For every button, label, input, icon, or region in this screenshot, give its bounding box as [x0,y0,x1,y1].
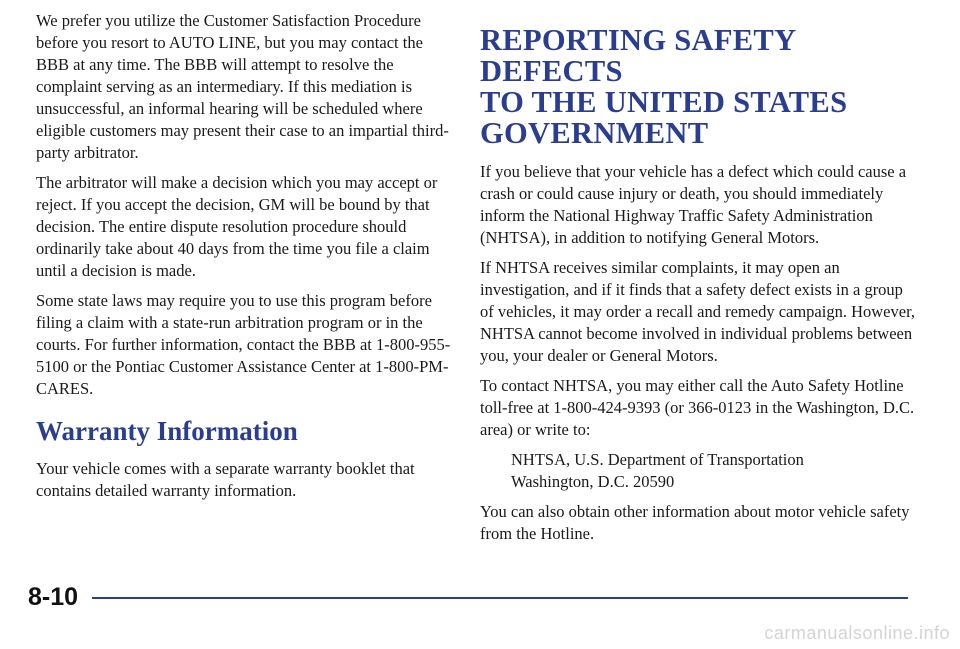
paragraph-believe-defect: If you believe that your vehicle has a defect which could cause a crash or could cause injury or death, you should immediately inform the National Highway Traffic Safety Administration (NHTSA), in addition to notifying General Motors. [480,162,907,247]
page-footer [28,582,908,612]
paragraph-hotline: You can also obtain other information about motor vehicle safety from the Hotline. [480,502,910,543]
address-line-1: NHTSA, U.S. Department of Transportation [511,450,804,469]
left-column [36,0,460,510]
paragraph-warranty: Your vehicle comes with a separate warranty booklet that contains detailed warranty information. [36,459,415,500]
right-column [480,0,920,553]
page-number: 8-10 [28,583,79,611]
paragraph-similar-complaints: If NHTSA receives similar complaints, it may open an investigation, and if it finds that a safety defect exists in a group of vehicles, it may order a recall and remedy campaign. However, NHTSA cannot become involved in individual problems between you, your dealer or General Motors. [480,258,916,365]
watermark: carmanualsonline.info [764,623,950,643]
footer-rule [92,597,908,599]
heading-line-2: TO THE UNITED STATES [480,85,848,119]
warranty-heading: Warranty Information [36,416,298,446]
heading-line-1: REPORTING SAFETY DEFECTS [480,23,796,88]
address-line-2: Washington, D.C. 20590 [511,472,675,491]
heading-line-3: GOVERNMENT [480,116,709,150]
nhtsa-address [480,449,920,493]
paragraph-customer-satisfaction: We prefer you utilize the Customer Satisfaction Procedure before you resort to AUTO LINE, but you may contact the BBB at any time. The BBB will attempt to resolve the complaint serving as an intermediary. If this mediation is unsuccessful, an informal hearing will be scheduled where eligible customers may present their case to an impartial third-party arbitrator. [36,11,449,162]
paragraph-contact-nhtsa: To contact NHTSA, you may either call the Auto Safety Hotline toll-free at 1-800-424-9393 (or 366-0123 in the Washington, D.C. area) or write to: [480,376,915,439]
reporting-safety-defects-heading [480,25,920,149]
paragraph-state-laws: Some state laws may require you to use this program before filing a claim with a state-run arbitration program or in the courts. For further information, contact the BBB at 1-800-955-5100 or the Pontiac Customer Assistance Center at 1-800-PM-CARES. [36,291,451,398]
paragraph-arbitrator: The arbitrator will make a decision which you may accept or reject. If you accept the decision, GM will be bound by that decision. The entire dispute resolution procedure should ordinarily take about 40 days from the time you file a claim until a decision is made. [36,173,438,280]
